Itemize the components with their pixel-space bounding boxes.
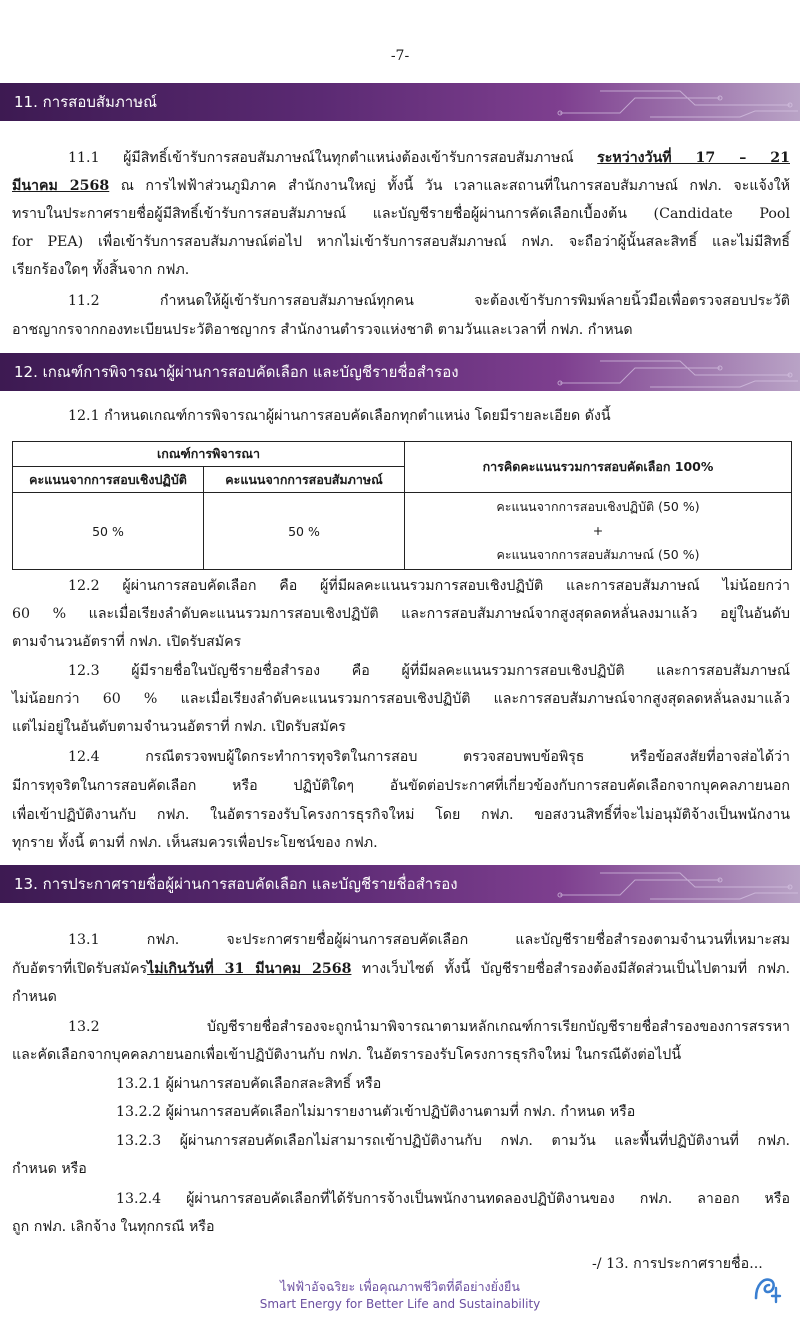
circuit-decoration-icon (540, 865, 800, 903)
para-11-1-line3: ทราบในประกาศรายชื่อผู้มีสิทธิ์เข้ารับการสอบสัมภาษณ์ และบัญชีรายชื่อผู้ผ่านการคัดเลือกเบื้องต้น (Candidate Pool (12, 206, 790, 222)
para-11-1-line1 (68, 148, 790, 168)
para-12-1: 12.1 กำหนดเกณฑ์การพิจารณาผู้ผ่านการสอบคัดเลือกทุกตำแหน่ง โดยมีรายละเอียด ดังนี้ (68, 408, 611, 424)
para-text: 11.1 ผู้มีสิทธิ์เข้ารับการสอบสัมภาษณ์ในทุกตำแหน่งต้องเข้ารับการสอบสัมภาษณ์ (68, 150, 598, 166)
section-12-banner (0, 353, 800, 391)
item-13-2-1: 13.2.1 ผู้ผ่านการสอบคัดเลือกสละสิทธิ์ หรือ (116, 1076, 382, 1092)
para-12-4-line2: มีการทุจริตในการสอบคัดเลือก หรือ ปฏิบัติใดๆ อันขัดต่อประกาศที่เกี่ยวข้องกับการสอบคัดเลือกจากบุคคลภายนอก (12, 778, 790, 794)
section-12-heading: 12. เกณฑ์การพิจารณาผู้ผ่านการสอบคัดเลือก และบัญชีรายชื่อสำรอง (14, 363, 459, 381)
para-13-2-line2: และคัดเลือกจากบุคคลภายนอกเพื่อเข้าปฏิบัติงานกับ กฟภ. ในอัตรารองรับโครงการธุรกิจใหม่ ในกรณีดังต่อไปนี้ (12, 1047, 682, 1063)
para-text: ณ การไฟฟ้าส่วนภูมิภาค สำนักงานใหญ่ ทั้งนี้ วัน เวลาและสถานที่ในการสอบสัมภาษณ์ กฟภ. จะแจ้งให้ (109, 178, 790, 194)
interview-score-value: 50 % (204, 493, 405, 570)
pea-logo-icon (750, 1270, 786, 1306)
footer-slogan-english: Smart Energy for Better Life and Sustainability (259, 1297, 541, 1311)
calc-plus: + (592, 523, 604, 538)
item-13-2-3-line1: 13.2.3 ผู้ผ่านการสอบคัดเลือกไม่สามารถเข้าปฏิบัติงานกับ กฟภ. ตามวัน และพื้นที่ปฏิบัติงานที่ กฟภ. (116, 1133, 790, 1149)
section-11-heading: 11. การสอบสัมภาษณ์ (14, 93, 158, 111)
interview-period: ระหว่างวันที่ 17 – 21 (597, 150, 790, 166)
para-11-1-line2 (12, 176, 790, 196)
para-12-4-line3: เพื่อเข้าปฏิบัติงานกับ กฟภ. ในอัตรารองรับโครงการธุรกิจใหม่ โดย กฟภ. ขอสงวนสิทธิ์ที่จะไม่อนุมัติจ้างเป็นพนักงาน (12, 807, 790, 823)
section-13-banner (0, 865, 800, 903)
interview-month: มีนาคม 2568 (12, 178, 110, 194)
para-12-4-line4: ทุกราย ทั้งนี้ ตามที่ กฟภ. เห็นสมควรเพื่อประโยชน์ของ กฟภ. (12, 835, 378, 851)
announce-deadline: ไม่เกินวันที่ 31 มีนาคม 2568 (147, 961, 352, 977)
para-text: กับอัตราที่เปิดรับสมัคร (12, 961, 148, 977)
para-11-1-line4: for PEA) เพื่อเข้ารับการสอบสัมภาษณ์ต่อไป หากไม่เข้ารับการสอบสัมภาษณ์ กฟภ. จะถือว่าผู้นั้นสละสิทธิ์ และไม่มีสิทธิ์ (12, 234, 790, 250)
item-13-2-3-line2: กำหนด หรือ (12, 1161, 87, 1177)
para-12-2-line3: ตามจำนวนอัตราที่ กฟภ. เปิดรับสมัคร (12, 634, 242, 650)
footer-slogan-thai: ไฟฟ้าอัจฉริยะ เพื่อคุณภาพชีวิตที่ดีอย่างยั่งยืน (280, 1279, 520, 1294)
para-12-2-line2: 60 % และเมื่อเรียงลำดับคะแนนรวมการสอบเชิงปฏิบัติ และการสอบสัมภาษณ์จากสูงสุดลดหลั่นลงมาแล้ว อยู่ในอันดับ (12, 606, 790, 622)
para-12-3-line3: แต่ไม่อยู่ในอันดับตามจำนวนอัตราที่ กฟภ. เปิดรับสมัคร (12, 719, 346, 735)
section-11-banner (0, 83, 800, 121)
para-13-2-line1: 13.2 บัญชีรายชื่อสำรองจะถูกนำมาพิจารณาตามหลักเกณฑ์การเรียกบัญชีรายชื่อสำรองของการสรรหา (68, 1019, 790, 1035)
item-13-2-2: 13.2.2 ผู้ผ่านการสอบคัดเลือกไม่มารายงานตัวเข้าปฏิบัติงานตามที่ กฟภ. กำหนด หรือ (116, 1104, 636, 1120)
practical-score-value: 50 % (13, 493, 204, 570)
interview-score-header: คะแนนจากการสอบสัมภาษณ์ (204, 467, 405, 493)
para-12-3-line1: 12.3 ผู้มีรายชื่อในบัญชีรายชื่อสำรอง คือ ผู้ที่มีผลคะแนนรวมการสอบเชิงปฏิบัติ และการสอบสัมภาษณ์ (68, 663, 790, 679)
practical-score-header: คะแนนจากการสอบเชิงปฏิบัติ (13, 467, 204, 493)
para-12-3-line2: ไม่น้อยกว่า 60 % และเมื่อเรียงลำดับคะแนนรวมการสอบเชิงปฏิบัติ และการสอบสัมภาษณ์จากสูงสุดลดหลั่นลงมาแล้ว (12, 691, 790, 707)
score-calculation (405, 493, 792, 570)
para-13-1-line2 (12, 959, 790, 979)
para-13-1-line1: 13.1 กฟภ. จะประกาศรายชื่อผู้ผ่านการสอบคัดเลือก และบัญชีรายชื่อสำรองตามจำนวนที่เหมาะสม (68, 932, 790, 948)
para-11-2-line2: อาชญากรจากกองทะเบียนประวัติอาชญากร สำนักงานตำรวจแห่งชาติ ตามวันและเวลาที่ กฟภ. กำหนด (12, 322, 633, 338)
criteria-group-header: เกณฑ์การพิจารณา (13, 442, 405, 467)
para-13-1-line3: กำหนด (12, 989, 57, 1005)
item-13-2-4-line2: ถูก กฟภ. เลิกจ้าง ในทุกกรณี หรือ (12, 1219, 215, 1235)
para-text: ทางเว็บไซต์ ทั้งนี้ บัญชีรายชื่อสำรองต้องมีสัดส่วนเป็นไปตามที่ กฟภ. (351, 961, 790, 977)
section-13-heading: 13. การประกาศรายชื่อผู้ผ่านการสอบคัดเลือก และบัญชีรายชื่อสำรอง (14, 875, 458, 893)
para-11-1-line5: เรียกร้องใดๆ ทั้งสิ้นจาก กฟภ. (12, 262, 190, 278)
criteria-table (12, 441, 792, 570)
para-11-2-line1: 11.2 กำหนดให้ผู้เข้ารับการสอบสัมภาษณ์ทุกคน จะต้องเข้ารับการพิมพ์ลายนิ้วมือเพื่อตรวจสอบประวัติ (68, 293, 790, 309)
para-12-2-line1: 12.2 ผู้ผ่านการสอบคัดเลือก คือ ผู้ที่มีผลคะแนนรวมการสอบเชิงปฏิบัติ และการสอบสัมภาษณ์ ไม่น้อยกว่า (68, 578, 790, 594)
total-score-header: การคิดคะแนนรวมการสอบคัดเลือก 100% (405, 442, 792, 493)
page-number: -7- (390, 48, 410, 64)
circuit-decoration-icon (540, 83, 800, 121)
circuit-decoration-icon (540, 353, 800, 391)
calc-interview: คะแนนจากการสอบสัมภาษณ์ (50 %) (496, 547, 700, 562)
item-13-2-4-line1: 13.2.4 ผู้ผ่านการสอบคัดเลือกที่ได้รับการจ้างเป็นพนักงานทดลองปฏิบัติงานของ กฟภ. ลาออก หรือ (116, 1191, 790, 1207)
calc-practical: คะแนนจากการสอบเชิงปฏิบัติ (50 %) (496, 499, 700, 514)
continuation-note: -/ 13. การประกาศรายชื่อ... (592, 1256, 763, 1272)
para-12-4-line1: 12.4 กรณีตรวจพบผู้ใดกระทำการทุจริตในการสอบ ตรวจสอบพบข้อพิรุธ หรือข้อสงสัยที่อาจส่อได้ว่า (68, 749, 790, 765)
